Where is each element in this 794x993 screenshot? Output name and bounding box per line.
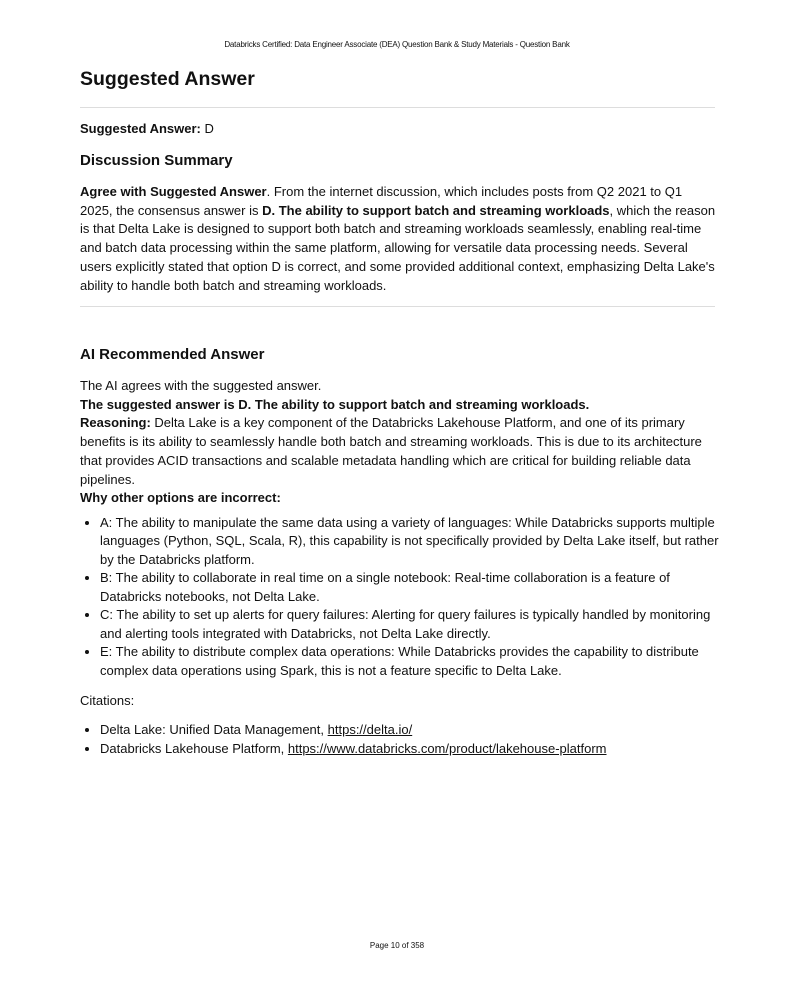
ai-heading: AI Recommended Answer [80, 346, 265, 363]
list-item: • B: The ability to collaborate in real time on a single notebook: Real-time collaboration is a feature of Databricks notebooks, not Delta Lake. [100, 569, 720, 606]
reasoning [80, 414, 720, 489]
suggested-answer-label: Suggested Answer: [80, 121, 201, 136]
reasoning-text: Delta Lake is a key component of the Databricks Lakehouse Platform, and one of its primary benefits is its ability to seamlessly handle both batch and streaming workloads. This is due to its architecture that provides ACID transactions and scalable metadata handling which are critical for building reliable data pipelines. [80, 415, 702, 487]
page-number: Page 10 of 358 [369, 941, 425, 950]
list-item: • C: The ability to set up alerts for query failures: Alerting for query failures is typically handled by monitoring and alerting tools integrated with Databricks, not Delta Lake directly. [100, 606, 720, 643]
citations-list [80, 721, 720, 758]
discussion-paragraph [80, 183, 718, 295]
citation-link[interactable]: https://delta.io/ [327, 722, 413, 738]
citations-label: Citations: [80, 693, 135, 709]
ai-section [80, 377, 720, 758]
list-item: • A: The ability to manipulate the same data using a variety of languages: While Databricks supports multiple languages (Python, SQL, Scala, R), this capability is not specifically provided by Delta Lake itself, but rather by the Databricks platform. [100, 514, 720, 570]
citation: • Databricks Lakehouse Platform, https://www.databricks.com/product/lakehouse-platform [100, 740, 720, 759]
citation-link[interactable]: https://www.databricks.com/product/lakehouse-platform [287, 740, 607, 756]
discussion-heading: Discussion Summary [80, 152, 233, 169]
suggested-answer [80, 120, 720, 139]
page-title: Suggested Answer [80, 68, 255, 90]
suggested-answer-value: D [204, 121, 214, 136]
discussion-text: , which the reason is that Delta Lake is designed to support both batch and streaming workloads seamlessly, enabling real-time and batch data processing within the same platform, allowing for versatile data processing needs. Several users explicitly stated that option D is correct, and some provided additional context, emphasizing Delta Lake's ability to handle both batch and streaming workloads. [80, 202, 716, 293]
reasoning-label: Reasoning: [80, 415, 151, 431]
list-item: • E: The ability to distribute complex data operations: While Databricks provides the capability to distribute complex data operations using Spark, this is not a feature specific to Delta Lake. [100, 643, 720, 680]
discussion-text: . From the internet discussion, which includes posts from Q2 2021 to Q1 2025, the consensus answer is [80, 184, 683, 218]
running-header: Databricks Certified: Data Engineer Associate (DEA) Question Bank & Study Materials - Question Bank [224, 40, 570, 49]
divider [80, 107, 715, 108]
ai-answer-line: The suggested answer is D. The ability to support batch and streaming workloads. [80, 396, 590, 412]
consensus-answer: D. The ability to support batch and streaming workloads [262, 202, 610, 218]
citation: • Delta Lake: Unified Data Management, https://delta.io/ [100, 721, 720, 740]
divider [80, 306, 715, 307]
why-label: Why other options are incorrect: [80, 490, 281, 506]
ai-agrees: The AI agrees with the suggested answer. [80, 378, 322, 393]
options-list [80, 514, 720, 681]
agree-label: Agree with Suggested Answer [80, 184, 267, 199]
